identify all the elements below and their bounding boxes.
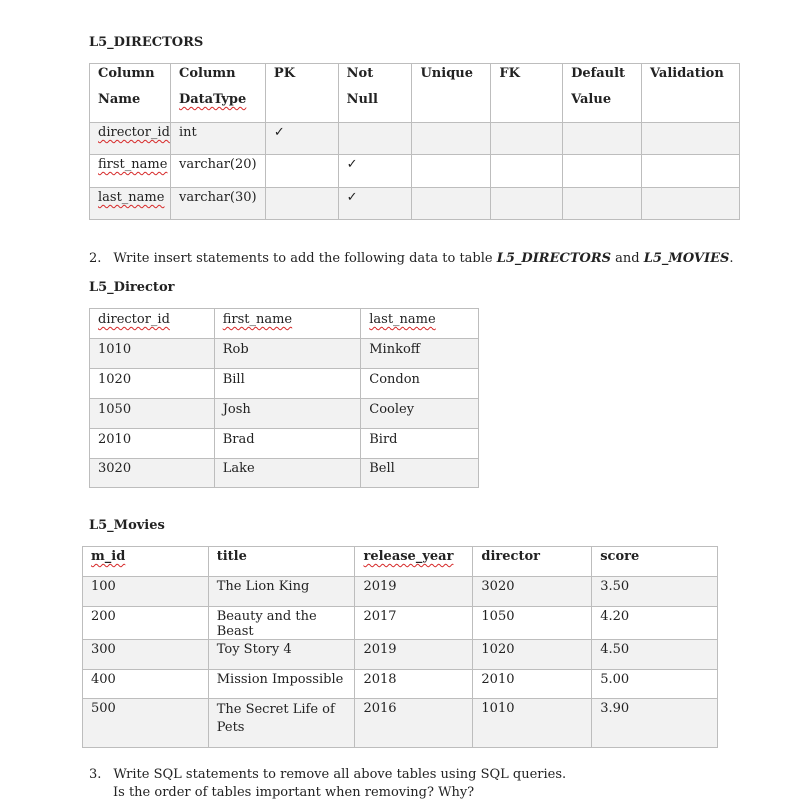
- header-line1: Column: [178, 66, 236, 81]
- schema-cell: [491, 188, 563, 220]
- director-row: [90, 369, 479, 399]
- header-line1: Default: [571, 66, 626, 81]
- question-number: 3.: [89, 767, 102, 782]
- schema-header-cell: [491, 64, 563, 123]
- table-name-directors: L5_DIRECTORS: [496, 251, 612, 266]
- header-line1: Not: [346, 66, 374, 81]
- schema-row: [90, 188, 740, 220]
- director-cell: 3020: [90, 459, 215, 488]
- check-icon: ✓: [265, 123, 338, 155]
- movies-cell: 500: [83, 699, 209, 748]
- director-table: [89, 308, 479, 488]
- header-first-name: first_name: [222, 312, 293, 327]
- header-m-id: m_id: [91, 549, 126, 564]
- movies-cell: 4.50: [592, 640, 718, 670]
- director-cell: Lake: [214, 459, 361, 488]
- schema-header-cell: [90, 64, 171, 123]
- schema-cell: [563, 188, 642, 220]
- schema-cell: [563, 155, 642, 188]
- movies-cell: 200: [83, 607, 209, 640]
- director-cell: Bill: [214, 369, 361, 399]
- header-line2: Name: [98, 92, 141, 107]
- movies-header-cell: [83, 547, 209, 577]
- schema-table: [89, 63, 740, 220]
- movies-row: [83, 699, 718, 748]
- director-row: [90, 459, 479, 488]
- schema-row: [90, 155, 740, 188]
- movies-table: [82, 546, 718, 748]
- schema-row: [90, 123, 740, 155]
- movies-cell: The Lion King: [208, 577, 355, 607]
- movies-row: [83, 640, 718, 670]
- header-line1: Column: [98, 66, 155, 81]
- director-row: [90, 429, 479, 459]
- director-table-title: L5_Director: [89, 280, 175, 295]
- column-name: first_name: [98, 157, 168, 172]
- movies-cell: 1050: [473, 607, 592, 640]
- movies-cell: 2018: [355, 670, 473, 699]
- schema-cell: [642, 188, 740, 220]
- movies-cell: 2017: [355, 607, 473, 640]
- movies-cell: 3020: [473, 577, 592, 607]
- schema-cell: [265, 155, 338, 188]
- schema-cell: [90, 123, 171, 155]
- schema-cell: [412, 155, 491, 188]
- schema-header-cell: [642, 64, 740, 123]
- header-line2: Value: [571, 92, 612, 107]
- movies-cell: 2016: [355, 699, 473, 748]
- movies-cell: Mission Impossible: [208, 670, 355, 699]
- question-and: and: [611, 251, 644, 266]
- director-header-cell: [361, 309, 479, 339]
- schema-cell: [642, 123, 740, 155]
- director-row: [90, 339, 479, 369]
- schema-cell: [642, 155, 740, 188]
- table-name-movies: L5_MOVIES: [643, 251, 730, 266]
- director-header-cell: [214, 309, 361, 339]
- header-line2: DataType: [178, 92, 247, 107]
- schema-cell: [563, 123, 642, 155]
- question-3: [89, 766, 566, 802]
- movies-row: [83, 670, 718, 699]
- question-text: Write insert statements to add the following data to table: [113, 251, 497, 266]
- movies-cell: 1010: [473, 699, 592, 748]
- schema-cell: int: [170, 123, 265, 155]
- director-cell: Brad: [214, 429, 361, 459]
- movies-row: [83, 607, 718, 640]
- schema-cell: [412, 123, 491, 155]
- director-cell: Bell: [361, 459, 479, 488]
- schema-cell: [338, 123, 412, 155]
- schema-cell: [412, 188, 491, 220]
- movies-cell: 2019: [355, 640, 473, 670]
- schema-header-cell: [265, 64, 338, 123]
- schema-header-cell: [412, 64, 491, 123]
- schema-cell: [265, 188, 338, 220]
- movies-header-cell: title: [208, 547, 355, 577]
- header-line1: FK: [499, 66, 520, 81]
- schema-header-row: [90, 64, 740, 123]
- movies-header-cell: [355, 547, 473, 577]
- schema-title: L5_DIRECTORS: [89, 35, 204, 50]
- schema-header-cell: [338, 64, 412, 123]
- movies-cell: 300: [83, 640, 209, 670]
- schema-cell: [491, 155, 563, 188]
- director-cell: 1020: [90, 369, 215, 399]
- schema-header-cell: [170, 64, 265, 123]
- movies-cell: Toy Story 4: [208, 640, 355, 670]
- director-row: [90, 399, 479, 429]
- schema-header-cell: [563, 64, 642, 123]
- movies-cell: 3.90: [592, 699, 718, 748]
- column-name: director_id: [98, 125, 170, 140]
- movies-cell: 100: [83, 577, 209, 607]
- movies-cell: 1020: [473, 640, 592, 670]
- director-cell: 2010: [90, 429, 215, 459]
- question-3-line2: Is the order of tables important when removing? Why?: [113, 785, 475, 800]
- movies-header-cell: director: [473, 547, 592, 577]
- director-cell: Minkoff: [361, 339, 479, 369]
- director-cell: 1010: [90, 339, 215, 369]
- question-3-line1: [89, 766, 566, 784]
- director-cell: Condon: [361, 369, 479, 399]
- director-cell: Bird: [361, 429, 479, 459]
- schema-cell: varchar(20): [170, 155, 265, 188]
- movies-cell: 5.00: [592, 670, 718, 699]
- director-header-cell: [90, 309, 215, 339]
- movies-cell: Beauty and the Beast: [208, 607, 355, 640]
- header-line1: Unique: [420, 66, 474, 81]
- schema-cell: [90, 155, 171, 188]
- movies-cell: 4.20: [592, 607, 718, 640]
- director-header-row: [90, 309, 479, 339]
- director-cell: 1050: [90, 399, 215, 429]
- check-icon: ✓: [338, 155, 412, 188]
- column-name: last_name: [98, 190, 165, 205]
- header-line2: Null: [346, 92, 378, 107]
- movies-table-title: L5_Movies: [89, 518, 165, 533]
- director-cell: Josh: [214, 399, 361, 429]
- header-line1: Validation: [650, 66, 724, 81]
- schema-cell: [491, 123, 563, 155]
- movies-header-cell: score: [592, 547, 718, 577]
- header-line1: PK: [273, 66, 295, 81]
- header-release-year: release_year: [363, 549, 454, 564]
- check-icon: ✓: [338, 188, 412, 220]
- movies-header-row: [83, 547, 718, 577]
- movies-cell: 400: [83, 670, 209, 699]
- movies-cell: 2010: [473, 670, 592, 699]
- schema-cell: [90, 188, 171, 220]
- movies-cell: 2019: [355, 577, 473, 607]
- movies-row: [83, 577, 718, 607]
- director-cell: Cooley: [361, 399, 479, 429]
- director-cell: Rob: [214, 339, 361, 369]
- header-director-id: director_id: [98, 312, 170, 327]
- question-text: Write SQL statements to remove all above tables using SQL queries.: [113, 767, 567, 782]
- movies-cell: The Secret Life of Pets: [208, 699, 355, 748]
- header-last-name: last_name: [369, 312, 436, 327]
- question-number: 2.: [89, 251, 102, 266]
- question-end: .: [729, 251, 734, 266]
- movies-cell: 3.50: [592, 577, 718, 607]
- schema-cell: varchar(30): [170, 188, 265, 220]
- question-2: [89, 251, 734, 266]
